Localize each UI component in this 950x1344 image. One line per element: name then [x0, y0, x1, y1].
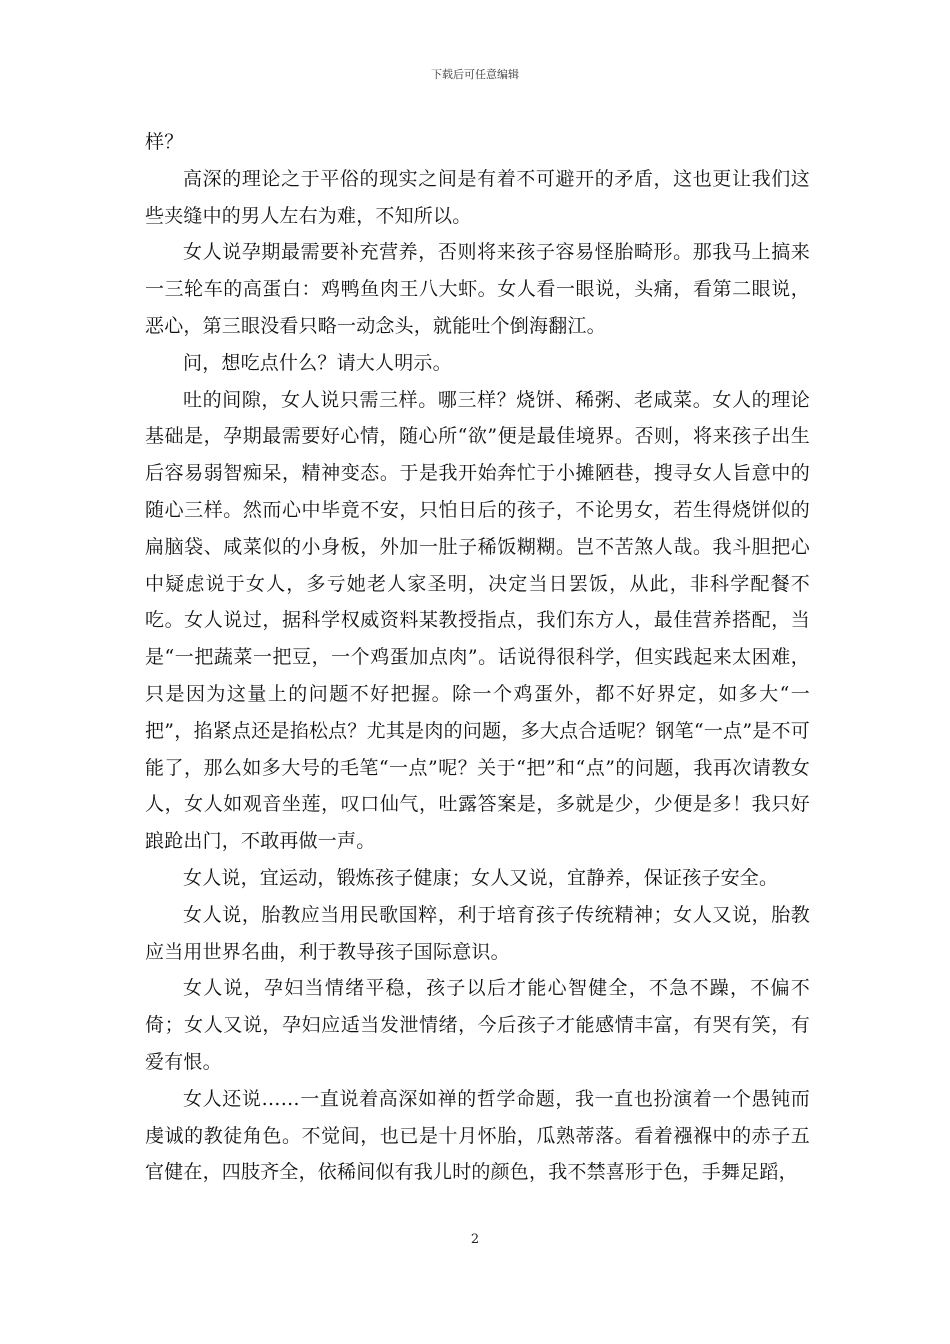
paragraph: 女人还说……一直说着高深如禅的哲学命题，我一直也扮演着一个愚钝而虔诚的教徒角色。不觉间，也已是十月怀胎，瓜熟蒂落。看着襁褓中的赤子五官健在，四肢齐全，依稀间似有我儿时的颜色，我不禁喜形于色，手舞足蹈， [145, 1087, 810, 1184]
page-number: 2 [470, 1232, 480, 1247]
paragraph: 问，想吃点什么？请大人明示。 [183, 351, 452, 374]
paragraph: 女人说，宜运动，锻炼孩子健康；女人又说，宜静养，保证孩子安全。 [183, 866, 779, 889]
document-body [145, 124, 810, 1191]
paragraph: 女人说，孕妇当情绪平稳，孩子以后才能心智健全，不急不躁，不偏不倚；女人又说，孕妇应适当发泄情绪，今后孩子才能感情丰富，有哭有笑，有爱有恨。 [145, 977, 810, 1073]
paragraph: 女人说，胎教应当用民歌国粹，利于培育孩子传统精神；女人又说，胎教应当用世界名曲，利于教导孩子国际意识。 [145, 903, 810, 963]
paragraph: 样？ [145, 131, 184, 153]
paragraph: 吐的间隙，女人说只需三样。哪三样？烧饼、稀粥、老咸菜。女人的理论基础是，孕期最需要好心情，随心所“欲”便是最佳境界。否则，将来孩子出生后容易弱智痴呆，精神变态。于是我开始奔忙于小摊陋巷，搜寻女人旨意中的随心三样。然而心中毕竟不安，只怕日后的孩子，不论男女，若生得烧饼似的扁脑袋、咸菜似的小身板，外加一肚子稀饭糊糊。岂不苦煞人哉。我斗胆把心中疑虑说于女人，多亏她老人家圣明，决定当日罢饭，从此，非科学配餐不吃。女人说过，据科学权威资料某教授指点，我们东方人，最佳营养搭配，当是“一把蔬菜一把豆，一个鸡蛋加点肉”。话说得很科学，但实践起来太困难，只是因为这量上的问题不好把握。除一个鸡蛋外，都不好界定，如多大“一把”，掐紧点还是掐松点？尤其是肉的问题，多大点合适呢？钢笔“一点”是不可能了，那么如多大号的毛笔“一点”呢？关于“把”和“点”的问题，我再次请教女人，女人如观音坐莲，叹口仙气，吐露答案是，多就是少，少便是多！我只好踉跄出门，不敢再做一声。 [145, 388, 810, 853]
paragraph: 高深的理论之于平俗的现实之间是有着不可避开的矛盾，这也更让我们这些夹缝中的男人左右为难，不知所以。 [145, 167, 810, 227]
page-header: 下载后可任意编辑 [431, 68, 519, 81]
paragraph: 女人说孕期最需要补充营养，否则将来孩子容易怪胎畸形。那我马上搞来一三轮车的高蛋白：鸡鸭鱼肉王八大虾。女人看一眼说，头痛，看第二眼说，恶心，第三眼没看只略一动念头，就能吐个倒海翻江。 [145, 241, 810, 337]
